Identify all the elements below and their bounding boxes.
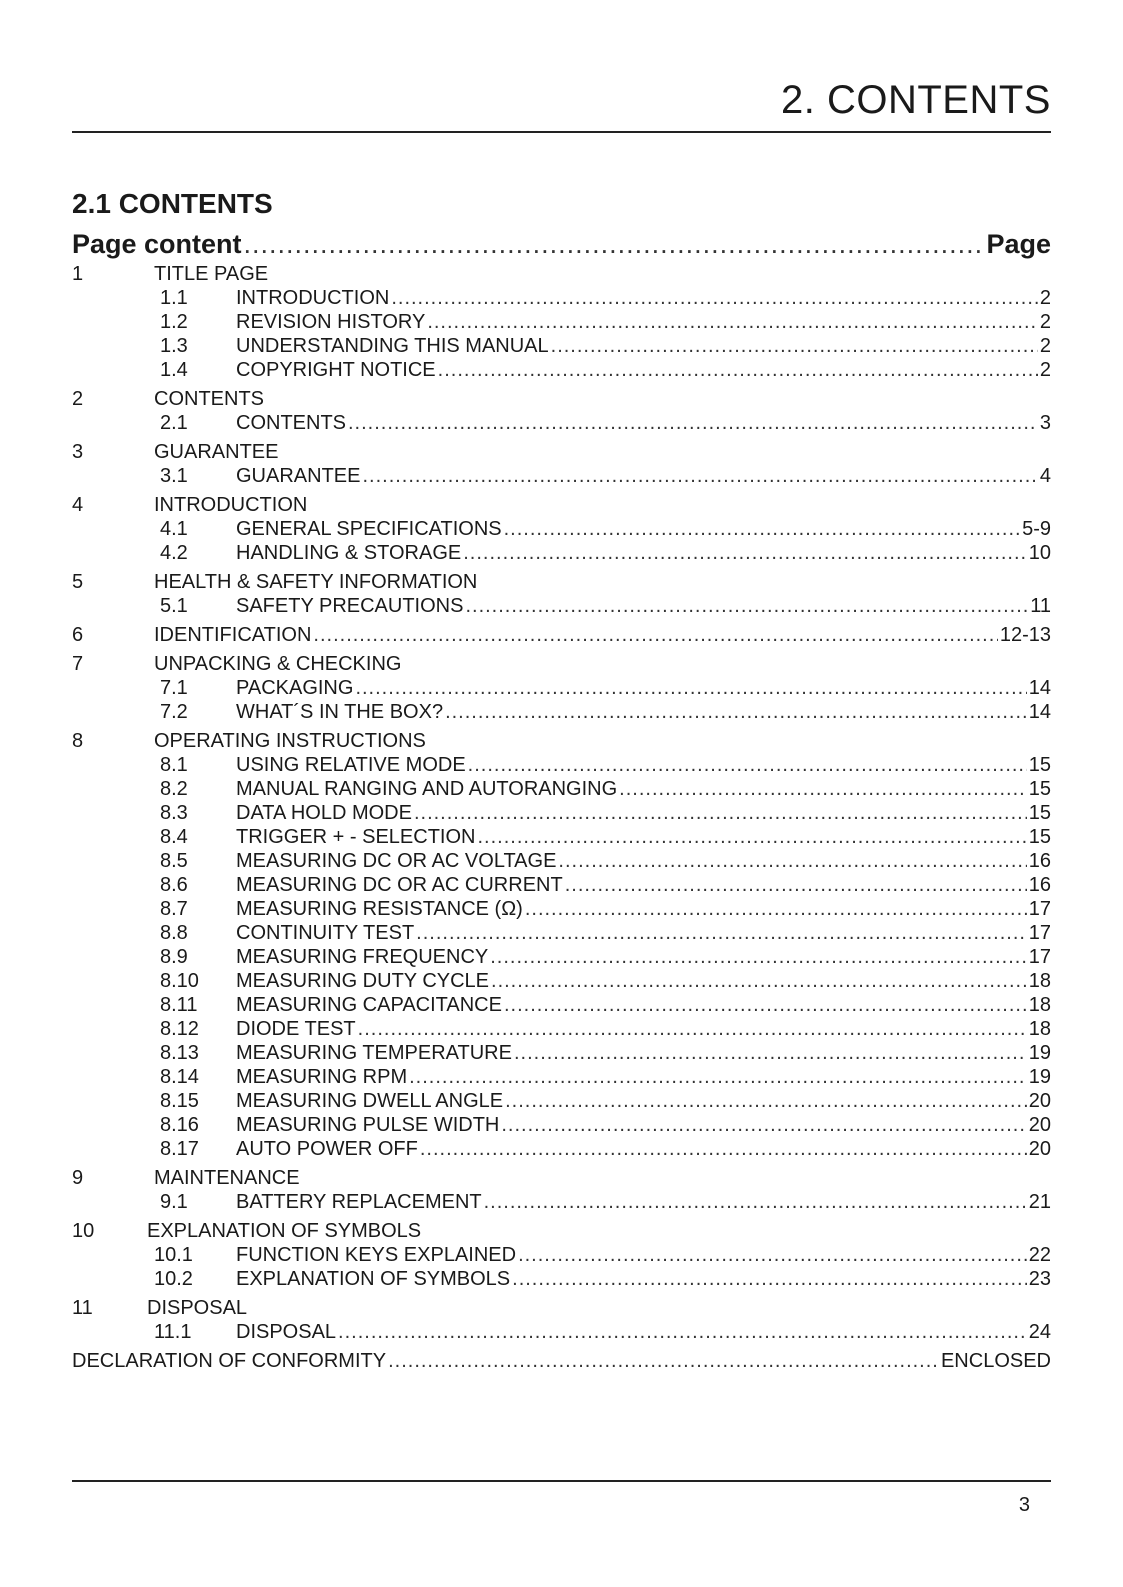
entry-number: 8.6 (160, 874, 188, 896)
entry-number: 5.1 (160, 595, 188, 617)
entry-number: 1.3 (160, 335, 188, 357)
entry-number: 8.13 (160, 1042, 199, 1064)
entry-number: 7.1 (160, 677, 188, 699)
leader-dots (504, 517, 1020, 541)
entry-page: 15 (1028, 826, 1051, 848)
entry-title: TRIGGER + - SELECTION (236, 826, 476, 848)
leader-dots (420, 1137, 1027, 1161)
leader-dots (427, 310, 1038, 334)
entry-page: 24 (1028, 1321, 1051, 1343)
entry-title: HANDLING & STORAGE (236, 542, 462, 564)
entry-page: 4 (1039, 465, 1051, 487)
leader-dots (484, 1190, 1027, 1214)
header-divider (72, 131, 1051, 133)
toc-chapter-row[interactable] (72, 652, 1051, 676)
leader-dots (558, 849, 1026, 873)
entry-number: 10.1 (154, 1244, 193, 1266)
entry-title: WHAT´S IN THE BOX? (236, 701, 444, 723)
toc-entry-row[interactable] (72, 1089, 1051, 1113)
entry-title: MEASURING RPM (236, 1066, 408, 1088)
entry-number: 3.1 (160, 465, 188, 487)
chapter-number: 6 (72, 624, 84, 646)
toc-chapter-row[interactable] (72, 1296, 1051, 1320)
toc-entry-row[interactable] (72, 286, 1051, 310)
entry-number: 10.2 (154, 1268, 193, 1290)
entry-title: CONTENTS (236, 412, 346, 434)
entry-page: 17 (1028, 922, 1051, 944)
chapter-number: 10 (72, 1220, 95, 1242)
toc-entry-row[interactable] (72, 945, 1051, 969)
entry-number: 8.1 (160, 754, 188, 776)
chapter-number: 11 (72, 1297, 93, 1319)
entry-page: 16 (1028, 850, 1051, 872)
entry-title: EXPLANATION OF SYMBOLS (236, 1268, 511, 1290)
entry-title: REVISION HISTORY (236, 311, 426, 333)
leader-dots (338, 1320, 1027, 1344)
leader-dots (514, 1041, 1027, 1065)
chapter-title: OPERATING INSTRUCTIONS (154, 730, 426, 752)
entry-title: AUTO POWER OFF (236, 1138, 418, 1160)
leader-dots (565, 873, 1027, 897)
entry-number: 4.1 (160, 518, 188, 540)
leader-dots (501, 1113, 1026, 1137)
toc-entry-row[interactable] (72, 1065, 1051, 1089)
toc-entry-row[interactable] (72, 464, 1051, 488)
entry-page: 19 (1028, 1066, 1051, 1088)
entry-number: 7.2 (160, 701, 188, 723)
toc-entry-row[interactable] (72, 897, 1051, 921)
toc-entry-row[interactable] (72, 849, 1051, 873)
toc-entry-row[interactable] (72, 358, 1051, 382)
entry-title: MEASURING PULSE WIDTH (236, 1114, 500, 1136)
leader-dots (391, 286, 1038, 310)
entry-page: 16 (1028, 874, 1051, 896)
toc-entry-row[interactable] (72, 1320, 1051, 1344)
entry-number: 8.16 (160, 1114, 199, 1136)
leader-dots (414, 801, 1027, 825)
toc-chapter-row[interactable] (72, 440, 1051, 464)
entry-number: 8.7 (160, 898, 188, 920)
entry-number: 8.9 (160, 946, 188, 968)
toc-header-right: Page (986, 229, 1051, 259)
leader-dots (445, 700, 1027, 724)
leader-dots (244, 226, 985, 262)
entry-page: 18 (1028, 1018, 1051, 1040)
entry-number: 8.5 (160, 850, 188, 872)
leader-dots (358, 1017, 1027, 1041)
entry-page: 18 (1028, 994, 1051, 1016)
entry-page: 3 (1039, 412, 1051, 434)
toc-entry-row[interactable] (72, 1190, 1051, 1214)
toc-entry-row[interactable] (72, 310, 1051, 334)
entry-title: MEASURING DC OR AC VOLTAGE (236, 850, 557, 872)
entry-title: DISPOSAL (236, 1321, 337, 1343)
leader-dots (512, 1267, 1027, 1291)
entry-title: PACKAGING (236, 677, 354, 699)
entry-page: 14 (1028, 701, 1051, 723)
entry-page: 21 (1028, 1191, 1051, 1213)
chapter-title: IDENTIFICATION (154, 624, 312, 646)
entry-page: 5-9 (1022, 518, 1051, 540)
entry-number: 8.15 (160, 1090, 199, 1112)
entry-page: 18 (1028, 970, 1051, 992)
entry-page: 20 (1028, 1114, 1051, 1136)
entry-number: 1.1 (160, 287, 188, 309)
toc-entry-row[interactable] (72, 825, 1051, 849)
entry-title: MEASURING RESISTANCE (Ω) (236, 898, 523, 920)
entry-page: 2 (1039, 359, 1051, 381)
entry-page: 15 (1028, 754, 1051, 776)
entry-page: 15 (1028, 778, 1051, 800)
chapter-title: HEALTH & SAFETY INFORMATION (154, 571, 478, 593)
toc-chapter-row[interactable] (72, 493, 1051, 517)
chapter-number: 5 (72, 571, 84, 593)
toc-entry-row[interactable] (72, 541, 1051, 565)
entry-title: USING RELATIVE MODE (236, 754, 466, 776)
entry-title: GENERAL SPECIFICATIONS (236, 518, 502, 540)
leader-dots (348, 411, 1038, 435)
leader-dots (463, 541, 1027, 565)
entry-number: 8.8 (160, 922, 188, 944)
toc-entry-row[interactable] (72, 1137, 1051, 1161)
toc-entry-row[interactable] (72, 517, 1051, 541)
entry-number: 2.1 (160, 412, 188, 434)
chapter-page: 12-13 (999, 624, 1051, 646)
entry-title: DIODE TEST (236, 1018, 356, 1040)
leader-dots (505, 1089, 1027, 1113)
entry-number: 1.2 (160, 311, 188, 333)
toc-chapter-row[interactable] (72, 729, 1051, 753)
entry-number: 11.1 (154, 1321, 192, 1343)
entry-number: 8.10 (160, 970, 199, 992)
entry-page: 2 (1039, 335, 1051, 357)
entry-title: GUARANTEE (236, 465, 361, 487)
toc-entry-row[interactable] (72, 993, 1051, 1017)
toc-chapter-row[interactable] (72, 623, 1051, 647)
leader-dots (491, 969, 1027, 993)
chapter-number: 4 (72, 494, 84, 516)
table-of-contents (72, 226, 1051, 1373)
toc-body (72, 262, 1051, 1344)
leader-dots (416, 921, 1027, 945)
toc-chapter-row[interactable] (72, 1219, 1051, 1243)
entry-title: MEASURING DWELL ANGLE (236, 1090, 504, 1112)
toc-header-left: Page content (72, 229, 242, 259)
toc-entry-row[interactable] (72, 1017, 1051, 1041)
entry-page: 19 (1028, 1042, 1051, 1064)
chapter-title: MAINTENANCE (154, 1167, 300, 1189)
chapter-title: GUARANTEE (154, 441, 279, 463)
leader-dots (313, 623, 997, 647)
toc-chapter-row[interactable] (72, 1166, 1051, 1190)
toc-entry-row[interactable] (72, 676, 1051, 700)
toc-chapter-row[interactable] (72, 387, 1051, 411)
entry-number: 4.2 (160, 542, 188, 564)
chapter-title: EXPLANATION OF SYMBOLS (147, 1220, 422, 1242)
entry-number: 8.14 (160, 1066, 199, 1088)
footer-divider (72, 1480, 1051, 1482)
entry-title: BATTERY REPLACEMENT (236, 1191, 482, 1213)
leader-dots (465, 594, 1028, 618)
leader-dots (409, 1065, 1027, 1089)
leader-dots (518, 1243, 1027, 1267)
toc-chapter-row[interactable] (72, 570, 1051, 594)
entry-title: SAFETY PRECAUTIONS (236, 595, 464, 617)
toc-entry-row[interactable] (72, 1267, 1051, 1291)
entry-number: 8.17 (160, 1138, 199, 1160)
toc-entry-row[interactable] (72, 753, 1051, 777)
toc-entry-row[interactable] (72, 594, 1051, 618)
entry-number: 8.12 (160, 1018, 199, 1040)
toc-entry-row[interactable] (72, 873, 1051, 897)
entry-number: 8.2 (160, 778, 188, 800)
chapter-title: TITLE PAGE (154, 263, 269, 285)
chapter-title: CONTENTS (154, 388, 264, 410)
toc-chapter-row[interactable] (72, 262, 1051, 286)
chapter-title: UNPACKING & CHECKING (154, 653, 402, 675)
entry-title: INTRODUCTION (236, 287, 390, 309)
toc-header (72, 226, 1051, 262)
declaration-row[interactable] (72, 1349, 1051, 1373)
leader-dots (525, 897, 1027, 921)
entry-number: 8.3 (160, 802, 188, 824)
page-header-title: 2. CONTENTS (781, 78, 1051, 122)
toc-entry-row[interactable] (72, 1041, 1051, 1065)
leader-dots (355, 676, 1026, 700)
entry-title: CONTINUITY TEST (236, 922, 415, 944)
entry-page: 23 (1028, 1268, 1051, 1290)
entry-page: 11 (1030, 595, 1051, 617)
leader-dots (490, 945, 1027, 969)
entry-page: 15 (1028, 802, 1051, 824)
toc-entry-row[interactable] (72, 700, 1051, 724)
entry-title: MANUAL RANGING AND AUTORANGING (236, 778, 618, 800)
entry-title: MEASURING FREQUENCY (236, 946, 489, 968)
leader-dots (388, 1349, 939, 1373)
entry-page: 22 (1028, 1244, 1051, 1266)
leader-dots (477, 825, 1026, 849)
section-title: 2.1 CONTENTS (72, 188, 273, 219)
leader-dots (438, 358, 1038, 382)
leader-dots (619, 777, 1027, 801)
leader-dots (362, 464, 1037, 488)
entry-number: 8.11 (160, 994, 198, 1016)
entry-title: COPYRIGHT NOTICE (236, 359, 436, 381)
toc-entry-row[interactable] (72, 411, 1051, 435)
chapter-number: 1 (72, 263, 84, 285)
toc-entry-row[interactable] (72, 334, 1051, 358)
leader-dots (504, 993, 1027, 1017)
entry-title: MEASURING DUTY CYCLE (236, 970, 490, 992)
page-number: 3 (1018, 1494, 1030, 1516)
chapter-number: 2 (72, 388, 84, 410)
entry-number: 1.4 (160, 359, 188, 381)
chapter-title: INTRODUCTION (154, 494, 308, 516)
entry-page: 14 (1028, 677, 1051, 699)
entry-page: 10 (1028, 542, 1051, 564)
entry-title: MEASURING CAPACITANCE (236, 994, 502, 1016)
chapter-number: 9 (72, 1167, 84, 1189)
chapter-number: 8 (72, 730, 84, 752)
toc-entry-row[interactable] (72, 969, 1051, 993)
entry-number: 8.4 (160, 826, 188, 848)
entry-page: 2 (1039, 287, 1051, 309)
entry-title: FUNCTION KEYS EXPLAINED (236, 1244, 517, 1266)
entry-page: 20 (1028, 1090, 1051, 1112)
toc-entry-row[interactable] (72, 1243, 1051, 1267)
entry-number: 9.1 (160, 1191, 188, 1213)
chapter-title: DISPOSAL (147, 1297, 248, 1319)
declaration-page: ENCLOSED (940, 1350, 1051, 1372)
declaration-title: DECLARATION OF CONFORMITY (72, 1350, 387, 1372)
chapter-number: 7 (72, 653, 84, 675)
leader-dots (468, 753, 1027, 777)
entry-title: MEASURING TEMPERATURE (236, 1042, 512, 1064)
entry-page: 2 (1039, 311, 1051, 333)
entry-title: UNDERSTANDING THIS MANUAL (236, 335, 549, 357)
toc-entry-row[interactable] (72, 801, 1051, 825)
entry-page: 20 (1028, 1138, 1051, 1160)
entry-page: 17 (1028, 898, 1051, 920)
chapter-number: 3 (72, 441, 84, 463)
toc-entry-row[interactable] (72, 777, 1051, 801)
toc-entry-row[interactable] (72, 1113, 1051, 1137)
entry-title: MEASURING DC OR AC CURRENT (236, 874, 563, 896)
leader-dots (551, 334, 1038, 358)
entry-page: 17 (1028, 946, 1051, 968)
toc-entry-row[interactable] (72, 921, 1051, 945)
entry-title: DATA HOLD MODE (236, 802, 412, 824)
